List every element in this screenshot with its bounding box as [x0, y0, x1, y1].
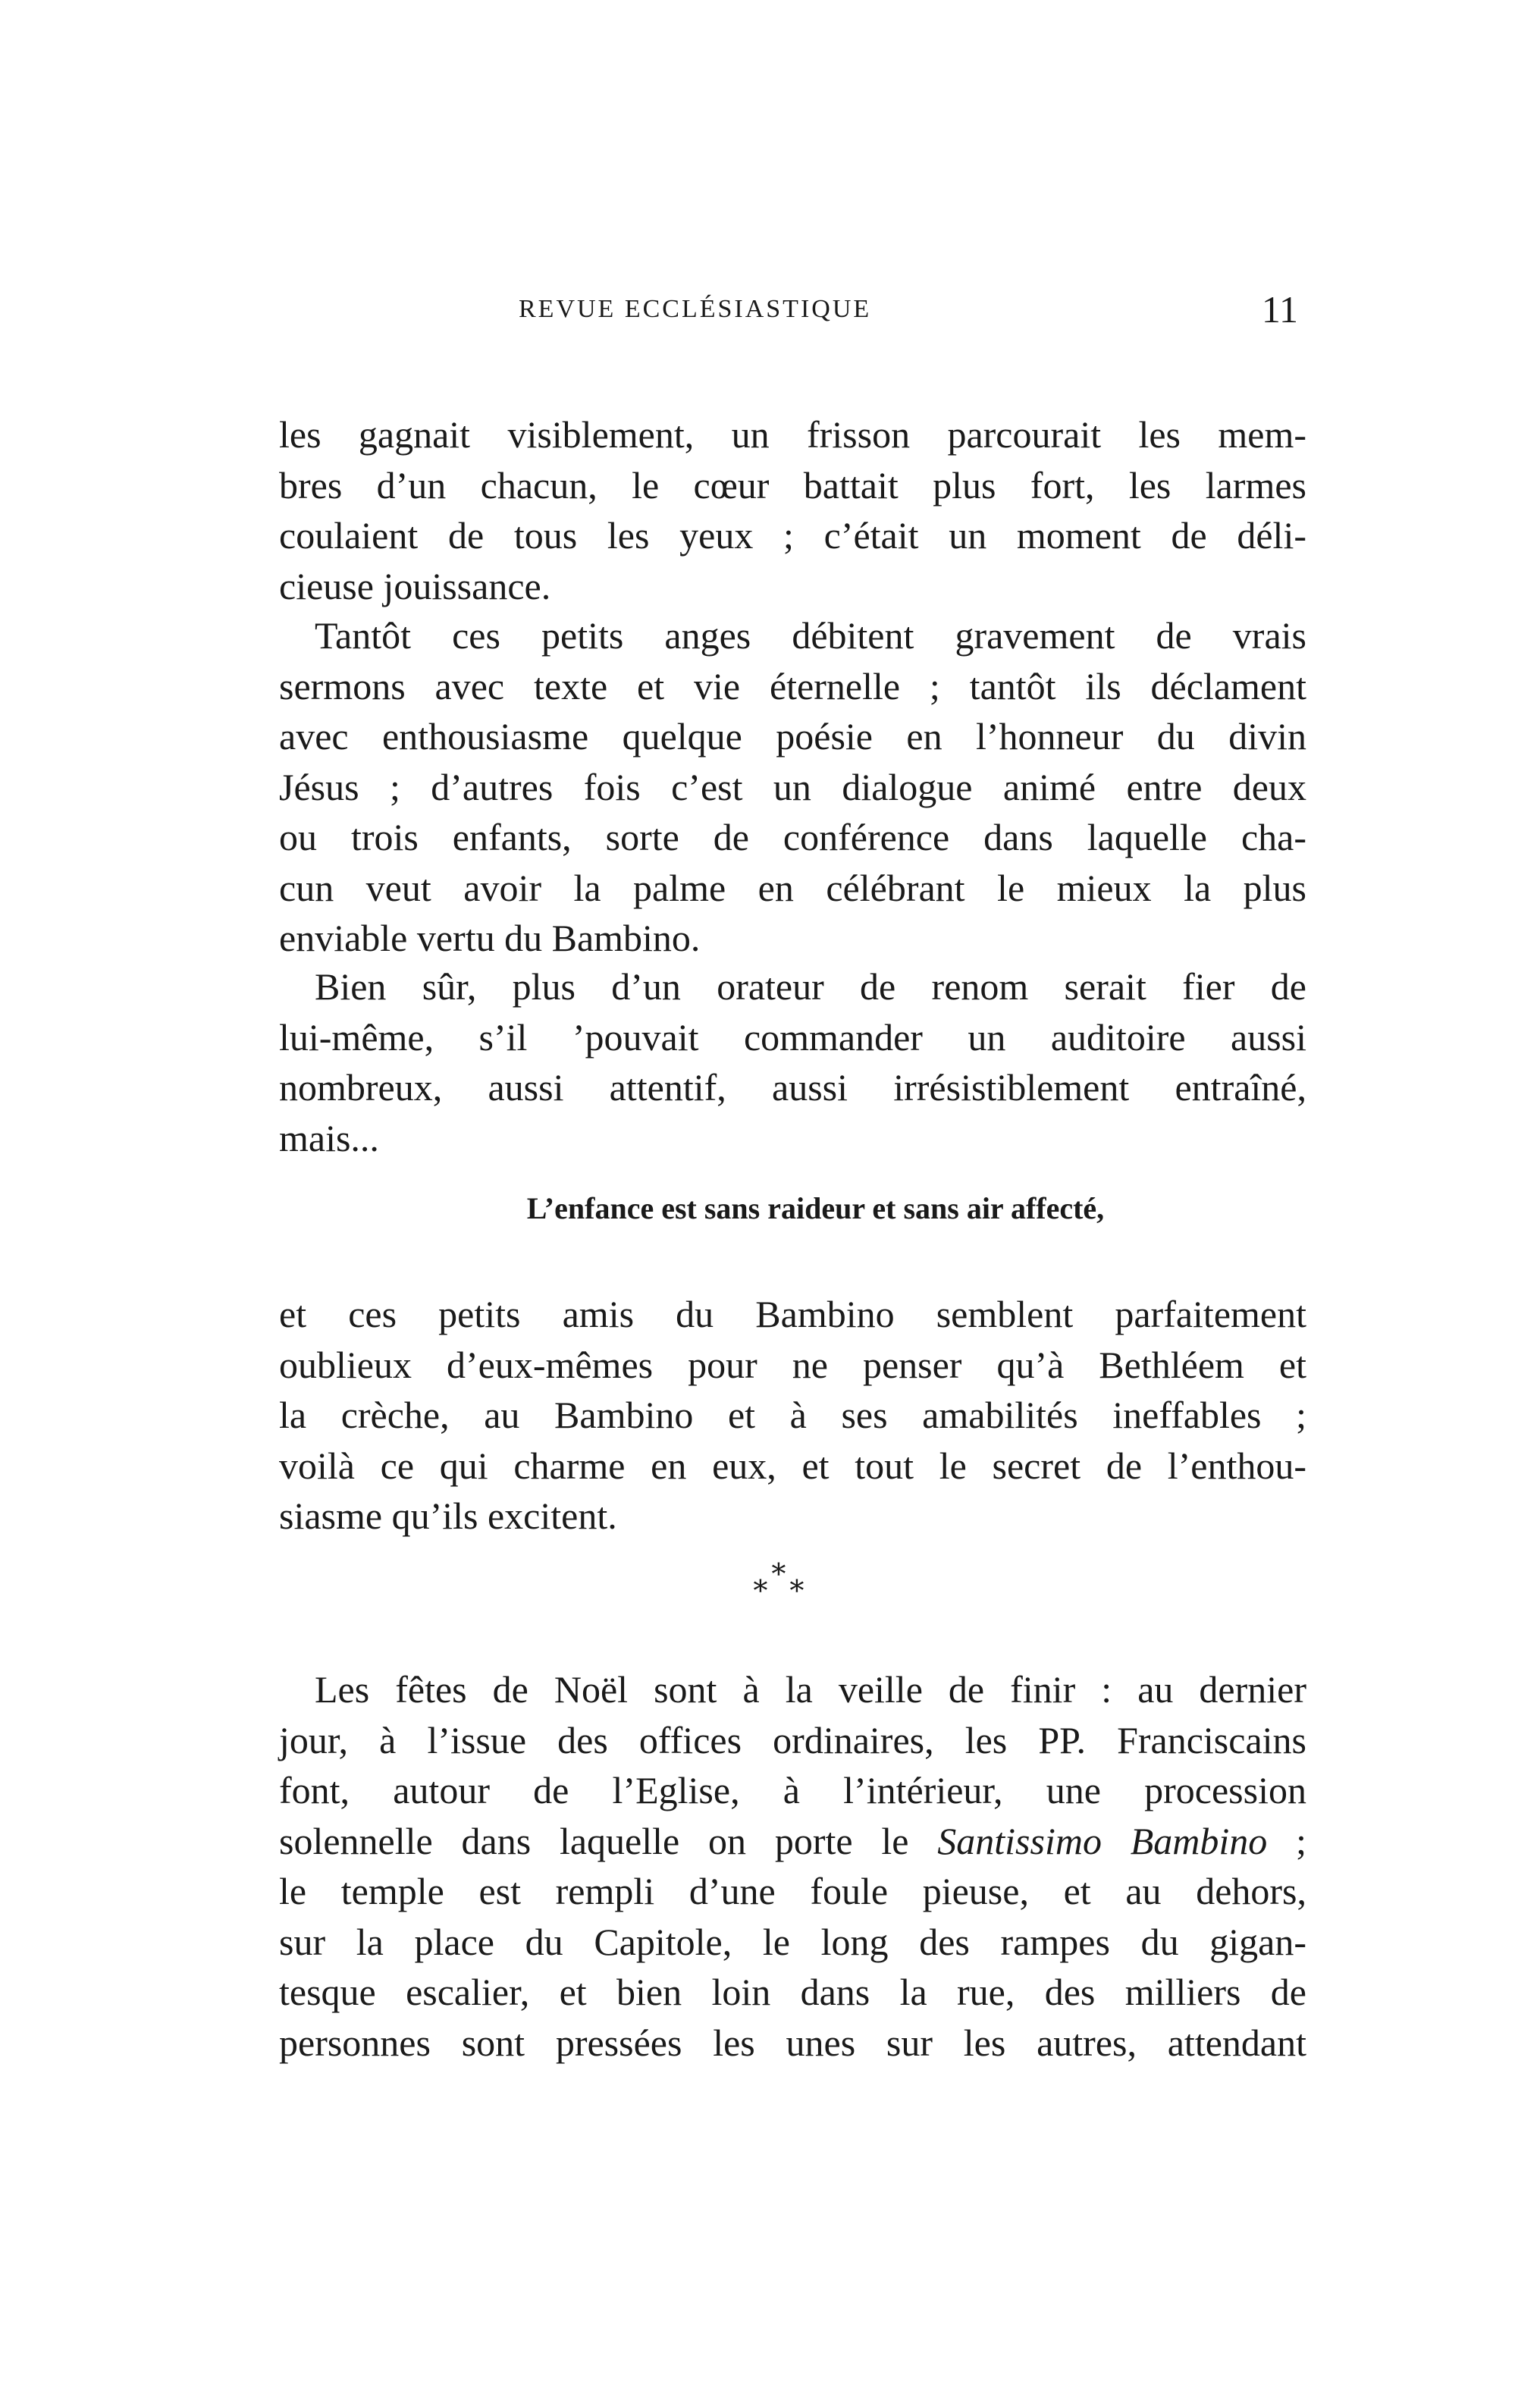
text-line: font, autour de l’Eglise, à l’intérieur, une procession [279, 1769, 1306, 1811]
text-line: ou trois enfants, sorte de conférence dans laquelle cha- [279, 816, 1306, 858]
text-line: nombreux, aussi attentif, aussi irrésistiblement entraîné, [279, 1066, 1306, 1109]
text-line: Les fêtes de Noël sont à la veille de finir : au dernier [315, 1668, 1306, 1711]
asterisk-icon: ∗ [787, 1570, 807, 1601]
text-line: cieuse jouissance. [279, 564, 551, 607]
paragraph-continuation [279, 409, 1306, 611]
asterisk-icon: ∗ [751, 1570, 770, 1601]
text-segment: ; [1267, 1819, 1306, 1862]
text-line [279, 1816, 1306, 1867]
text-line: enviable vertu du Bambino. [279, 917, 701, 959]
text-line: la crèche, au Bambino et à ses amabilités ineffables ; [279, 1394, 1306, 1436]
text-line: tesque escalier, et bien loin dans la rue, des milliers de [279, 1971, 1306, 2013]
text-line: voilà ce qui charme en eux, et tout le secret de l’enthou- [279, 1444, 1306, 1487]
paragraph [279, 961, 1306, 1163]
text-line: le temple est rempli d’une foule pieuse, et au dehors, [279, 1870, 1306, 1912]
text-line: jour, à l’issue des offices ordinaires, les PP. Franciscains [279, 1718, 1306, 1761]
italic-phrase: Santissimo Bambino [937, 1819, 1268, 1862]
text-line: les gagnait visiblement, un frisson parcourait les mem- [279, 413, 1306, 456]
text-line: siasme qu’ils excitent. [279, 1495, 617, 1537]
text-line: et ces petits amis du Bambino semblent parfaitement [279, 1293, 1306, 1335]
asterisk-icon: ∗ [769, 1553, 789, 1585]
text-line: Jésus ; d’autres fois c’est un dialogue animé entre deux [279, 765, 1306, 808]
text-line: Tantôt ces petits anges débitent gravement de vrais [315, 614, 1306, 657]
text-line: lui-même, s’il ’pouvait commander un auditoire aussi [279, 1015, 1306, 1059]
text-line: mais... [279, 1116, 379, 1159]
paragraph [279, 1664, 1306, 2068]
text-line: coulaient de tous les yeux ; c’était un moment de déli- [279, 514, 1306, 557]
text-segment: solennelle dans laquelle on porte le [279, 1819, 909, 1862]
text-line: sur la place du Capitole, le long des rampes du gigan- [279, 1920, 1306, 1963]
paragraph-continuation [279, 1289, 1306, 1542]
paragraph [279, 610, 1306, 964]
text-line: Bien sûr, plus d’un orateur de renom serait fier de [315, 965, 1306, 1008]
running-title: REVUE ECCLÉSIASTIQUE [519, 295, 872, 323]
text-line: cun veut avoir la palme en célébrant le mieux la plus [279, 866, 1306, 909]
text-line: personnes sont pressées les unes sur les autres, attendant [279, 2021, 1306, 2064]
text-line: avec enthousiasme quelque poésie en l’honneur du divin [279, 715, 1306, 757]
page-number: 11 [1261, 288, 1298, 331]
text-line: oublieux d’eux-mêmes pour ne penser qu’à Bethléem et [279, 1343, 1306, 1386]
verse-quote: L’enfance est sans raideur et sans air affecté, [526, 1191, 1105, 1225]
text-line: sermons avec texte et vie éternelle ; tantôt ils déclament [279, 664, 1306, 707]
running-head [279, 288, 1303, 337]
text-line: bres d’un chacun, le cœur battait plus fort, les larmes [279, 463, 1306, 507]
asterism-separator [751, 1554, 811, 1607]
